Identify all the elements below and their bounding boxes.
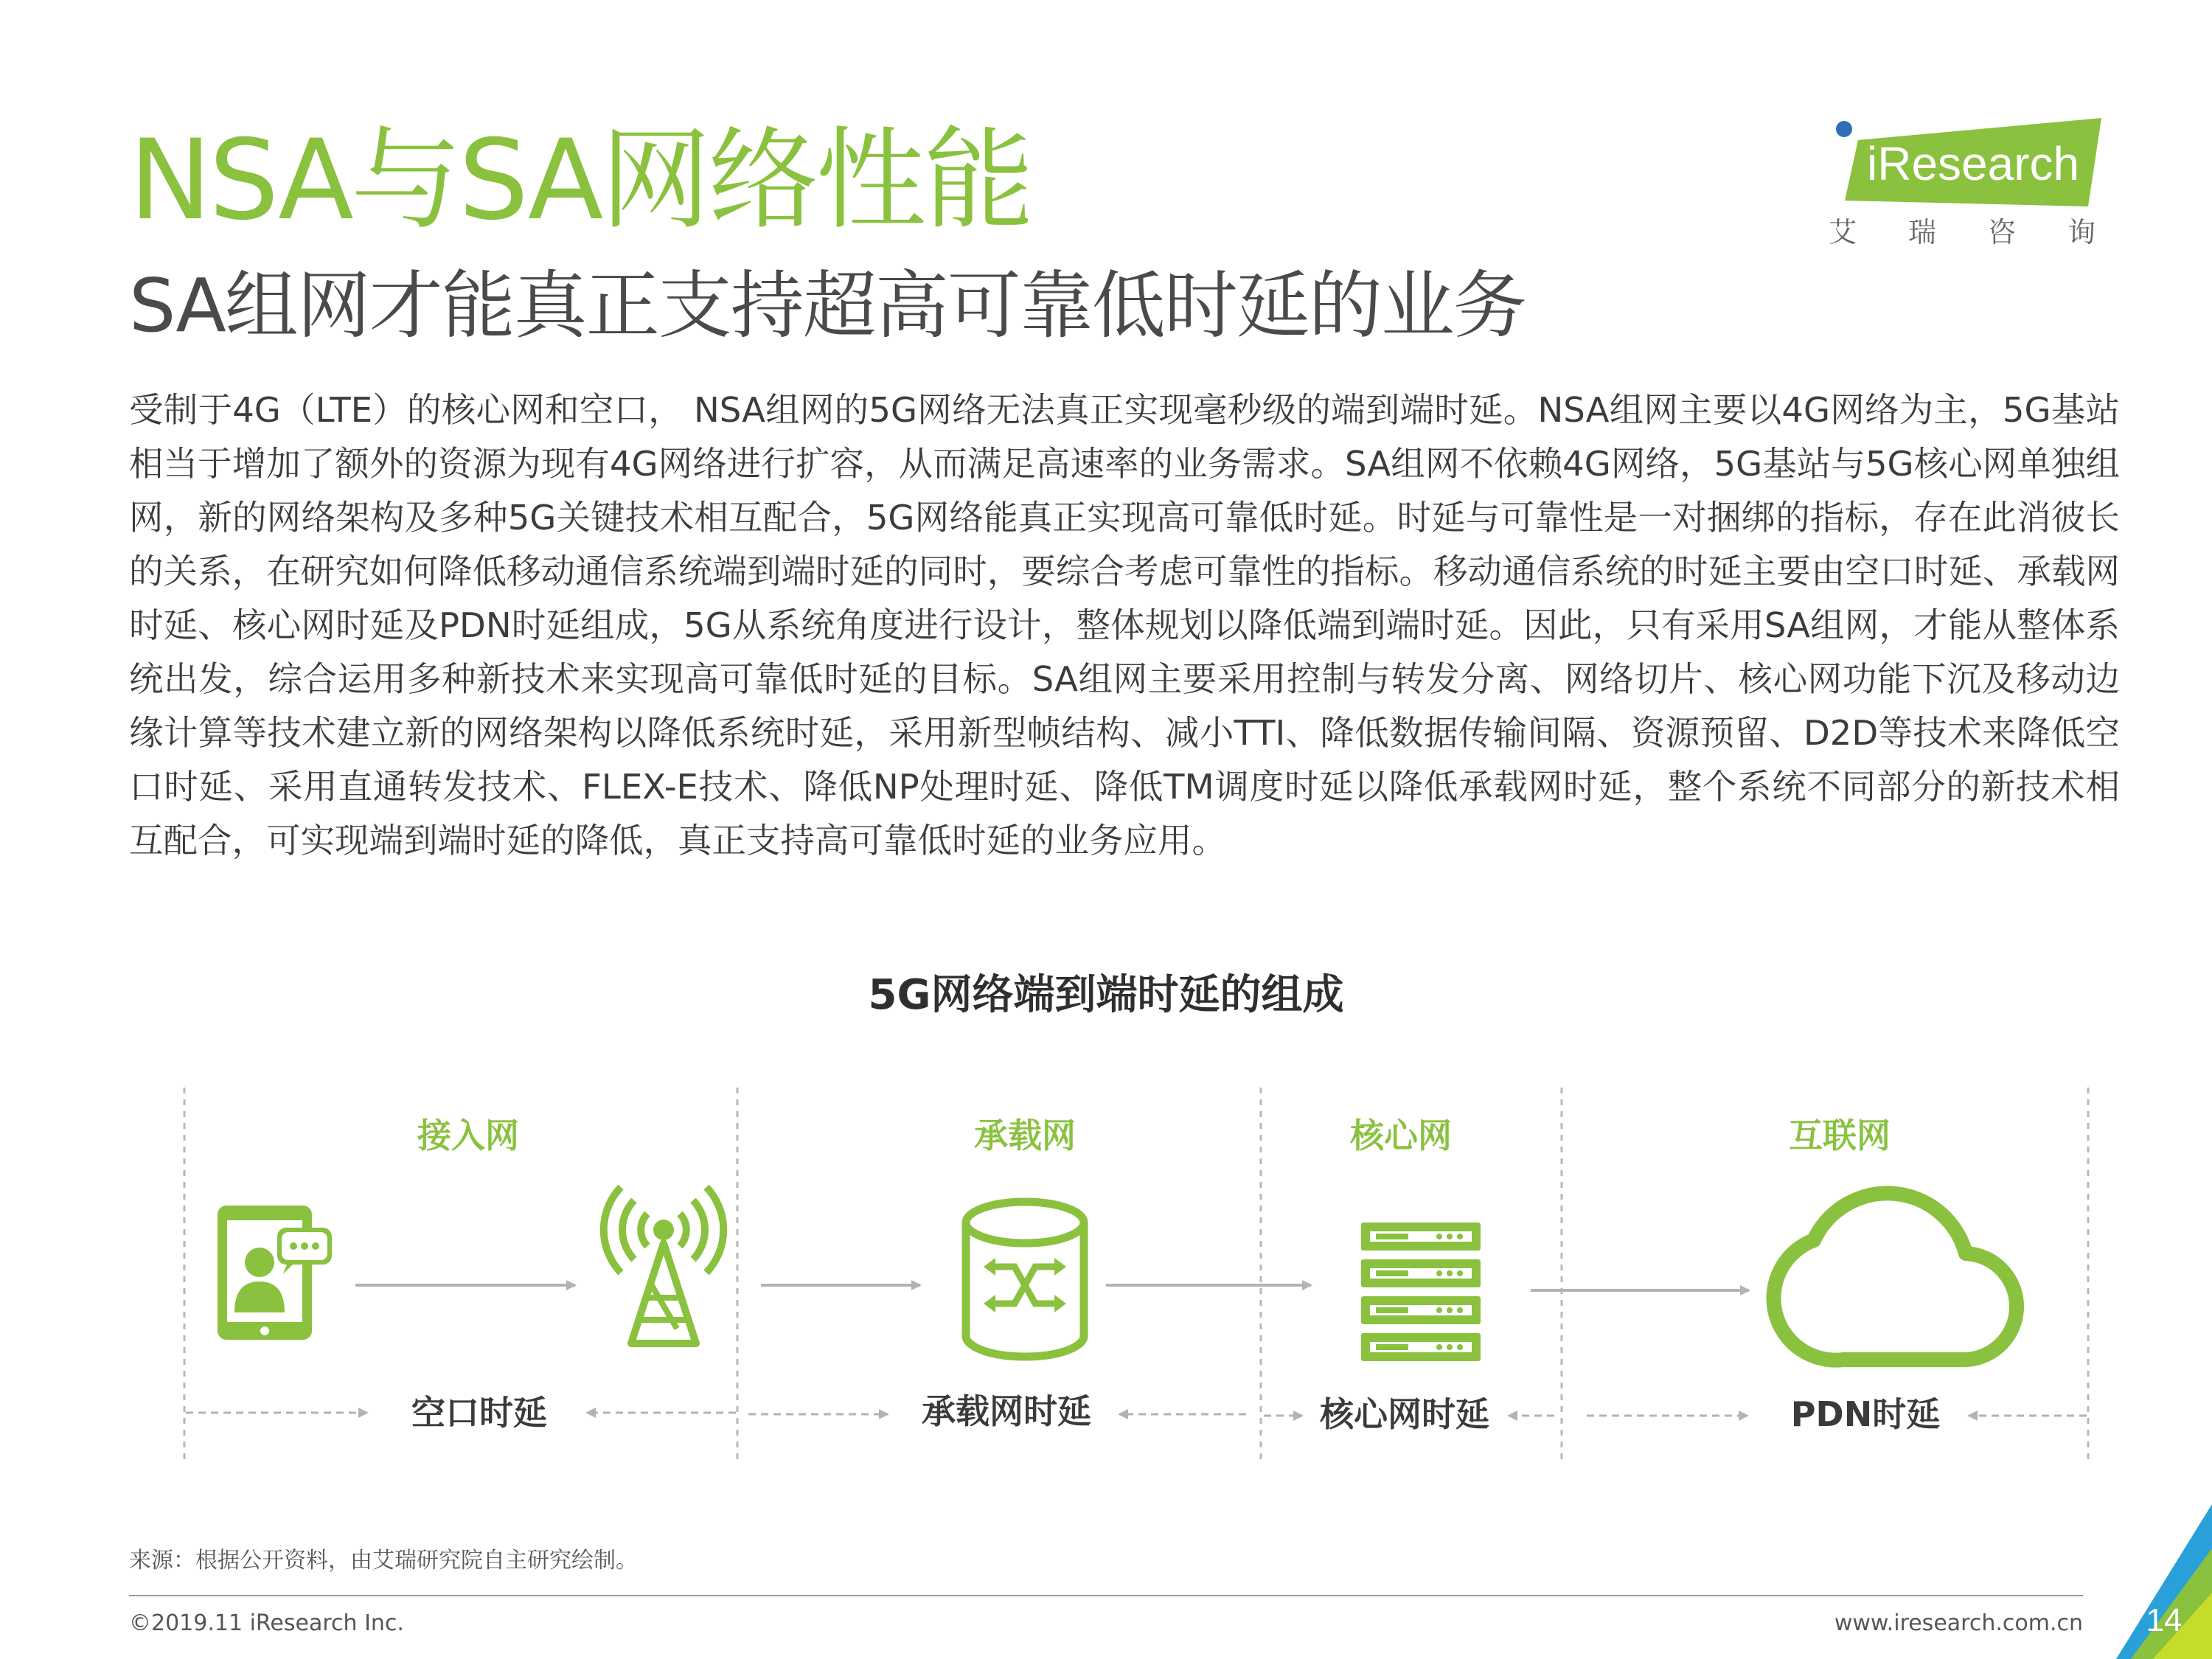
source-note: 来源：根据公开资料，由艾瑞研究院自主研究绘制。 [129,1548,638,1573]
column-label-internet: 互联网 [1789,1116,1891,1155]
page-title: NSA与SA网络性能 [129,116,1032,245]
body-paragraph: 受制于4G（LTE）的核心网和空口， NSA组网的5G网络无法真正实现毫秒级的端到端时延。NSA组网主要以4G网络为主，5G基站相当于增加了额外的资源为现有4G网络进行扩容，从而满足高速率的业务需求。SA组网不依赖4G网络，5G基站与5G核心网单独组网，新的网络架构及多种5G关键技术相互配合，5G网络能真正实现高可靠低时延。时延与可靠性是一对捆绑的指标，存在此消彼长的关系，在研究如何降低移动通信系统端到端时延的同时，要综合考虑可靠性的指标。移动通信系统的时延主要由空口时延、承载网时延、核心网时延及PDN时延组成，5G从系统角度进行设计，整体规划以降低端到端时延。因此，只有采用SA组网，才能从整体系统出发，综合运用多种新技术来实现高可靠低时延的目标。SA组网主要采用控制与转发分离、网络切片、核心网功能下沉及移动边缘计算等技术建立新的网络架构以降低系统时延，采用新型帧结构、减小TTI、降低数据传输间隔、资源预留、D2D等技术来降低空口时延、采用直通转发技术、FLEX-E技术、降低NP处理时延、降低TM调度时延以降低承载网时延，整个系统不同部分的新技术相互配合，可实现端到端时延的降低，真正支持高可靠低时延的业务应用。 [129,390,2120,860]
latency-label-pdn: PDN时延 [1790,1394,1941,1434]
column-label-access: 接入网 [417,1116,519,1155]
figure-title: 5G网络端到端时延的组成 [868,971,1344,1019]
router-icon [966,1202,1084,1357]
latency-diagram [0,1069,2212,1482]
latency-label-air: 空口时延 [411,1393,547,1433]
mobile-user-icon [218,1206,332,1340]
column-label-core: 核心网 [1350,1116,1452,1155]
server-rack-icon [1361,1222,1481,1361]
iresearch-logo [1829,118,2148,258]
logo-brand-text: iResearch [1867,137,2080,190]
page-number: 14 [2146,1602,2183,1638]
copyright-text: ©2019.11 iResearch Inc. [129,1610,404,1636]
website-link[interactable]: www.iresearch.com.cn [1834,1610,2083,1636]
latency-label-core: 核心网时延 [1320,1394,1489,1434]
column-label-transport: 承载网 [974,1116,1076,1155]
logo-chinese-text: 艾瑞咨询 [1829,216,2148,248]
page-subtitle: SA组网才能真正支持超高可靠低时延的业务 [129,262,1526,349]
cell-tower-icon [604,1187,723,1343]
footer-divider [129,1595,2083,1596]
cloud-icon [1773,1193,2017,1360]
logo-dot-icon [1836,121,1852,137]
latency-label-transport: 承载网时延 [922,1391,1091,1431]
